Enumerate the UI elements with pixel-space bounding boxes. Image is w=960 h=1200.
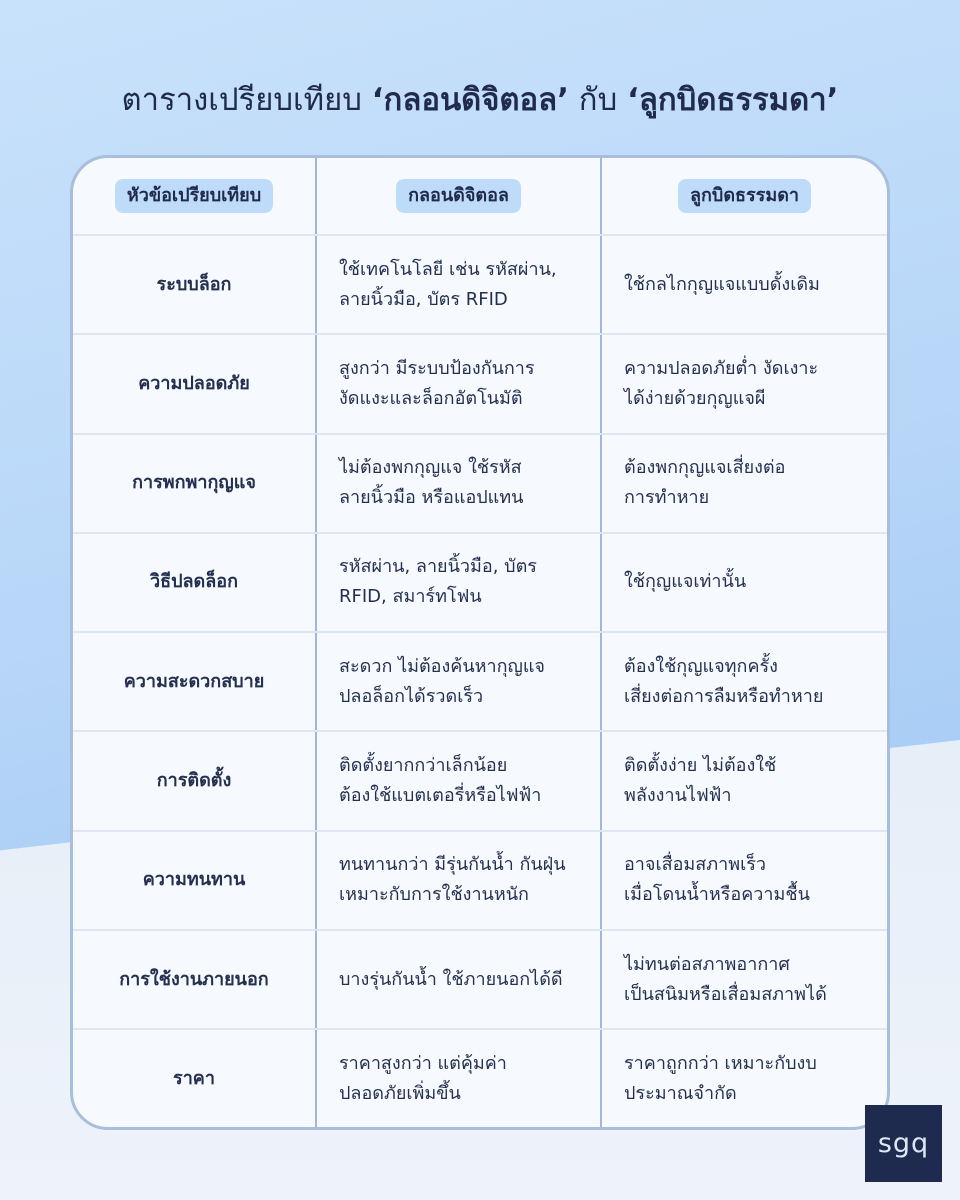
cell-line: ลายนิ้วมือ หรือแอปแทน — [339, 487, 524, 509]
cell-line: ติดตั้งง่าย ไม่ต้องใช้ — [624, 755, 777, 777]
topic-cell: ราคา — [73, 1029, 316, 1127]
door-knob-cell — [601, 533, 887, 632]
header-row — [73, 158, 887, 235]
cell-line: ใช้กุญแจเท่านั้น — [624, 571, 747, 593]
door-knob-cell — [601, 930, 887, 1029]
page-title — [0, 74, 960, 124]
digital-lock-cell — [316, 930, 601, 1029]
digital-lock-cell — [316, 1029, 601, 1127]
cell-line: อาจเสื่อมสภาพเร็ว — [624, 854, 767, 876]
table-body — [73, 235, 887, 1127]
door-knob-cell — [601, 731, 887, 830]
digital-lock-cell — [316, 731, 601, 830]
topic-cell: ระบบล็อก — [73, 235, 316, 334]
logo-text: sgq — [877, 1128, 930, 1159]
table-row — [73, 235, 887, 334]
table-row — [73, 831, 887, 930]
header-door-knob — [601, 158, 887, 235]
door-knob-cell — [601, 831, 887, 930]
table-row — [73, 1029, 887, 1127]
cell-line: ปลอดภัยเพิ่มขึ้น — [339, 1082, 461, 1104]
digital-lock-cell — [316, 831, 601, 930]
cell-line: เป็นสนิมหรือเสื่อมสภาพได้ — [624, 983, 827, 1005]
digital-lock-cell — [316, 434, 601, 533]
table-row — [73, 731, 887, 830]
digital-lock-cell — [316, 632, 601, 731]
cell-line: ไม่ทนต่อสภาพอากาศ — [624, 953, 790, 975]
table-row — [73, 434, 887, 533]
title-item-b: ‘ลูกบิดธรรมดา’ — [627, 82, 839, 118]
cell-line: ราคาสูงกว่า แต่คุ้มค่า — [339, 1052, 507, 1074]
cell-line: ความปลอดภัยต่ำ งัดเงาะ — [624, 357, 819, 379]
door-knob-cell — [601, 632, 887, 731]
table-row — [73, 930, 887, 1029]
comparison-card — [70, 155, 890, 1130]
digital-lock-cell — [316, 533, 601, 632]
header-pill: หัวข้อเปรียบเทียบ — [115, 179, 273, 213]
cell-line: RFID, สมาร์ทโฟน — [339, 586, 482, 608]
cell-line: พลังงานไฟฟ้า — [624, 785, 732, 807]
cell-line: ประมาณจำกัด — [624, 1082, 737, 1104]
header-topic — [73, 158, 316, 235]
cell-line: ใช้กลไกกุญแจแบบดั้งเดิม — [624, 273, 820, 295]
cell-line: ต้องใช้แบตเตอรี่หรือไฟฟ้า — [339, 785, 542, 807]
title-item-a: ‘กลอนดิจิตอล’ — [371, 82, 569, 118]
topic-cell: การติดตั้ง — [73, 731, 316, 830]
table-row — [73, 632, 887, 731]
header-digital-lock — [316, 158, 601, 235]
cell-line: ได้ง่ายด้วยกุญแจผี — [624, 387, 766, 409]
topic-cell: การพกพากุญแจ — [73, 434, 316, 533]
sgq-logo — [865, 1105, 942, 1182]
comparison-table — [73, 158, 887, 1127]
topic-cell: ความสะดวกสบาย — [73, 632, 316, 731]
table-row — [73, 334, 887, 433]
cell-line: การทำหาย — [624, 487, 710, 509]
door-knob-cell — [601, 235, 887, 334]
header-pill: ลูกบิดธรรมดา — [678, 179, 811, 213]
digital-lock-cell — [316, 235, 601, 334]
cell-line: ไม่ต้องพกกุญแจ ใช้รหัส — [339, 457, 522, 479]
cell-line: ใช้เทคโนโลยี เช่น รหัสผ่าน, — [339, 258, 557, 280]
door-knob-cell — [601, 434, 887, 533]
cell-line: บางรุ่นกันน้ำ ใช้ภายนอกได้ดี — [339, 968, 563, 990]
cell-line: ราคาถูกกว่า เหมาะกับงบ — [624, 1052, 817, 1074]
topic-cell: ความปลอดภัย — [73, 334, 316, 433]
cell-line: เมื่อโดนน้ำหรือความชื้น — [624, 884, 810, 906]
topic-cell: วิธีปลดล็อก — [73, 533, 316, 632]
cell-line: เหมาะกับการใช้งานหนัก — [339, 884, 529, 906]
title-prefix: ตารางเปรียบเทียบ — [121, 82, 372, 118]
cell-line: ต้องพกกุญแจเสี่ยงต่อ — [624, 457, 786, 479]
cell-line: ทนทานกว่า มีรุ่นกันน้ำ กันฝุ่น — [339, 854, 566, 876]
cell-line: รหัสผ่าน, ลายนิ้วมือ, บัตร — [339, 556, 537, 578]
cell-line: สะดวก ไม่ต้องค้นหากุญแจ — [339, 655, 545, 677]
topic-cell: ความทนทาน — [73, 831, 316, 930]
cell-line: ต้องใช้กุญแจทุกครั้ง — [624, 655, 778, 677]
cell-line: ติดตั้งยากกว่าเล็กน้อย — [339, 755, 508, 777]
header-pill: กลอนดิจิตอล — [396, 179, 521, 213]
cell-line: สูงกว่า มีระบบป้องกันการ — [339, 357, 535, 379]
digital-lock-cell — [316, 334, 601, 433]
cell-line: ปลอล็อกได้รวดเร็ว — [339, 685, 484, 707]
table-row — [73, 533, 887, 632]
title-middle: กับ — [568, 82, 628, 118]
door-knob-cell — [601, 334, 887, 433]
cell-line: เสี่ยงต่อการลืมหรือทำหาย — [624, 685, 824, 707]
topic-cell: การใช้งานภายนอก — [73, 930, 316, 1029]
door-knob-cell — [601, 1029, 887, 1127]
cell-line: งัดแงะและล็อกอัตโนมัติ — [339, 387, 523, 409]
cell-line: ลายนิ้วมือ, บัตร RFID — [339, 288, 508, 310]
